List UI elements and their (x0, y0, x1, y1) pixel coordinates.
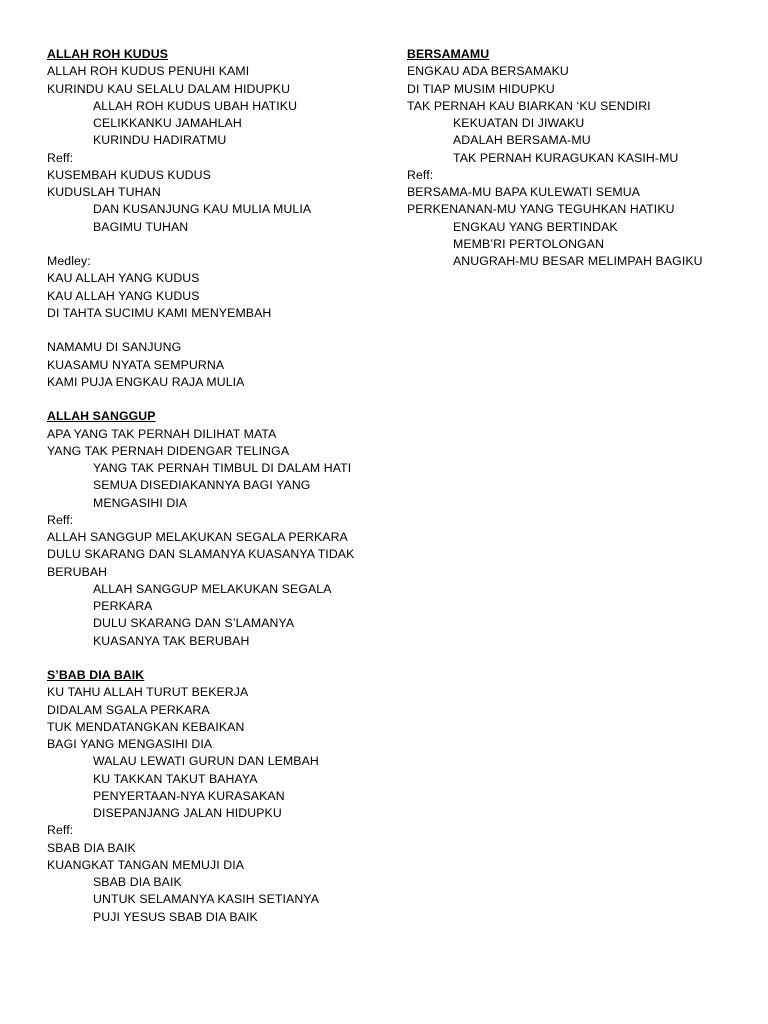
lyric-line: DIDALAM SGALA PERKARA (47, 702, 210, 717)
lyric-line: SEMUA DISEDIAKANNYA BAGI YANG (93, 478, 311, 493)
lyric-line: KUSEMBAH KUDUS KUDUS (47, 167, 211, 182)
song-title: ALLAH SANGGUP (47, 409, 156, 424)
lyric-line: YANG TAK PERNAH TIMBUL DI DALAM HATI (93, 461, 352, 475)
lyric-line: TAK PERNAH KURAGUKAN KASIH-MU (453, 150, 679, 165)
lyric-line: DISEPANJANG JALAN HIDUPKU (93, 806, 282, 820)
lyric-line: KUDUSLAH TUHAN (47, 185, 161, 199)
lyric-line: CELIKKANKU JAMAHLAH (93, 116, 242, 130)
lyric-line: PENYERTAAN-NYA KURASAKAN (93, 788, 285, 803)
song-title: ALLAH ROH KUDUS (47, 47, 169, 61)
left-column (47, 46, 387, 926)
lyric-line: DAN KUSANJUNG KAU MULIA MULIA (93, 202, 312, 217)
blank-line (47, 391, 387, 408)
lyric-line: TUK MENDATANGKAN KEBAIKAN (47, 719, 245, 734)
lyric-line: BERSAMA-MU BAPA KULEWATI SEMUA (407, 185, 641, 199)
lyric-line: KU TAHU ALLAH TURUT BEKERJA (47, 685, 249, 700)
lyric-line: DULU SKARANG DAN S’LAMANYA (93, 616, 295, 631)
blank-line (47, 322, 387, 339)
section-label: Medley: (47, 254, 91, 268)
lyric-line: BAGIMU TUHAN (93, 219, 189, 234)
song-title: S’BAB DIA BAIK (47, 668, 145, 682)
lyric-line: ALLAH ROH KUDUS PENUHI KAMI (47, 64, 250, 79)
lyric-line: KURINDU HADIRATMU (93, 133, 227, 148)
song-title: BERSAMAMU (407, 47, 490, 61)
lyric-line: ANUGRAH-MU BESAR MELIMPAH BAGIKU (453, 254, 703, 268)
section-label: Reff: (407, 167, 434, 182)
lyric-line: KUANGKAT TANGAN MEMUJI DIA (47, 857, 245, 872)
lyric-line: WALAU LEWATI GURUN DAN LEMBAH (93, 754, 319, 769)
lyric-line: KUASAMU NYATA SEMPURNA (47, 357, 225, 372)
lyric-line: KU TAKKAN TAKUT BAHAYA (93, 771, 258, 786)
lyric-line: PUJI YESUS SBAB DIA BAIK (93, 909, 258, 924)
blank-line (47, 650, 387, 667)
lyric-line: KEKUATAN DI JIWAKU (453, 116, 585, 130)
lyric-line: DI TAHTA SUCIMU KAMI MENYEMBAH (47, 305, 272, 320)
lyric-line: PERKENANAN-MU YANG TEGUHKAN HATIKU (407, 202, 675, 217)
lyric-line: PERKARA (93, 599, 153, 613)
lyric-line: UNTUK SELAMANYA KASIH SETIANYA (93, 892, 319, 907)
lyric-line: SBAB DIA BAIK (93, 875, 182, 889)
lyric-line: DULU SKARANG DAN SLAMANYA KUASANYA TIDAK (47, 547, 355, 562)
lyric-line: APA YANG TAK PERNAH DILIHAT MATA (47, 426, 277, 441)
lyric-line: ENGKAU ADA BERSAMAKU (407, 64, 569, 79)
lyric-line: KURINDU KAU SELALU DALAM HIDUPKU (47, 81, 291, 96)
section-label: Reff: (47, 823, 74, 838)
lyric-line: SBAB DIA BAIK (47, 840, 136, 855)
section-label: Reff: (47, 150, 74, 165)
lyric-line: MEMB’RI PERTOLONGAN (453, 236, 605, 251)
lyric-line: KAU ALLAH YANG KUDUS (47, 271, 200, 286)
blank-line (47, 236, 387, 253)
lyric-line: KAMI PUJA ENGKAU RAJA MULIA (47, 374, 245, 389)
lyric-line: TAK PERNAH KAU BIARKAN ‘KU SENDIRI (407, 98, 651, 113)
lyric-line: ENGKAU YANG BERTINDAK (453, 219, 618, 234)
lyric-line: ALLAH ROH KUDUS UBAH HATIKU (93, 98, 298, 113)
lyric-line: KUASANYA TAK BERUBAH (93, 633, 250, 648)
lyric-line: MENGASIHI DIA (93, 495, 188, 510)
lyric-line: ALLAH SANGGUP MELAKUKAN SEGALA PERKARA (47, 530, 348, 544)
lyric-line: BAGI YANG MENGASIHI DIA (47, 737, 213, 751)
section-label: Reff: (47, 512, 74, 527)
lyric-line: DI TIAP MUSIM HIDUPKU (407, 81, 555, 96)
right-column (407, 46, 757, 270)
lyric-line: BERUBAH (47, 564, 108, 579)
lyric-line: NAMAMU DI SANJUNG (47, 340, 182, 355)
lyric-line: ALLAH SANGGUP MELAKUKAN SEGALA (93, 581, 332, 596)
lyric-line: KAU ALLAH YANG KUDUS (47, 288, 200, 303)
lyric-line: YANG TAK PERNAH DIDENGAR TELINGA (47, 443, 290, 458)
lyric-line: ADALAH BERSAMA-MU (453, 133, 591, 148)
